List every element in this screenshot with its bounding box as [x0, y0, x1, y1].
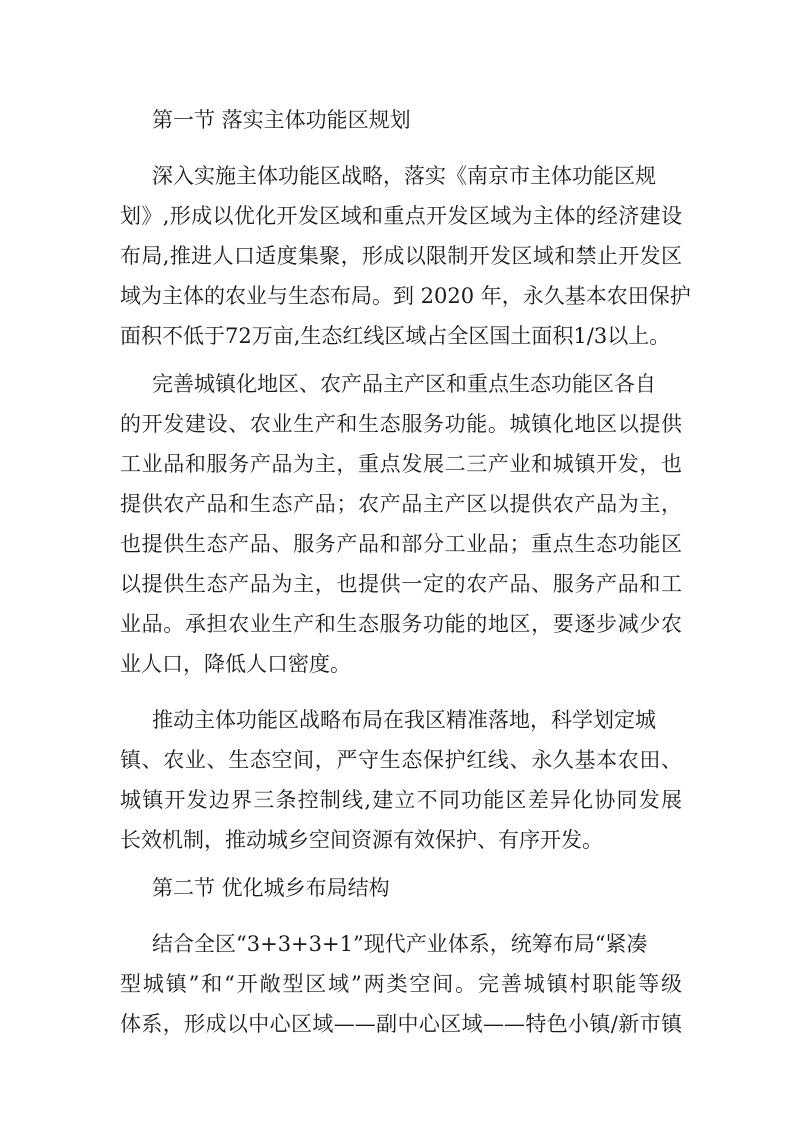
paragraph-line: 域为主体的农业与生态布局。到 2020 年，永久基本农田保护: [120, 284, 691, 308]
paragraph-line: 布局,推进人口适度集聚，形成以限制开发区域和禁止开发区: [120, 244, 682, 268]
paragraph-line: 划》,形成以优化开发区域和重点开发区域为主体的经济建设: [120, 204, 682, 228]
paragraph-line: 结合全区“3+3+3+1”现代产业体系，统筹布局“紧凑: [152, 932, 648, 956]
section-heading-2: 第二节 优化城乡布局结构: [152, 876, 390, 900]
paragraph-line: 城镇开发边界三条控制线,建立不同功能区差异化协同发展: [120, 788, 682, 812]
paragraph-line: 工业品和服务产品为主，重点发展二三产业和城镇开发，也: [120, 452, 682, 476]
paragraph-line: 业品。承担农业生产和生态服务功能的地区，要逐步减少农: [120, 612, 682, 636]
paragraph-line: 完善城镇化地区、农产品主产区和重点生态功能区各自: [152, 372, 656, 396]
paragraph-line: 也提供生态产品、服务产品和部分工业品；重点生态功能区: [120, 532, 682, 556]
paragraph-line: 长效机制，推动城乡空间资源有效保护、有序开发。: [120, 828, 603, 852]
paragraph-line: 型城镇”和“开敞型区域”两类空间。完善城镇村职能等级: [120, 972, 682, 996]
paragraph-line: 体系，形成以中心区域——副中心区域——特色小镇/新市镇: [120, 1012, 682, 1036]
section-heading-1: 第一节 落实主体功能区规划: [152, 108, 411, 132]
paragraph-line: 的开发建设、农业生产和生态服务功能。城镇化地区以提供: [120, 412, 682, 436]
paragraph-line: 推动主体功能区战略布局在我区精准落地，科学划定城: [152, 708, 656, 732]
paragraph-line: 以提供生态产品为主，也提供一定的农产品、服务产品和工: [120, 572, 682, 596]
paragraph-line: 提供农产品和生态产品；农产品主产区以提供农产品为主，: [120, 492, 682, 516]
paragraph-line: 镇、农业、生态空间，严守生态保护红线、永久基本农田、: [120, 748, 682, 772]
paragraph-line: 面积不低于72万亩,生态红线区域占全区国土面积1/3以上。: [120, 324, 671, 348]
paragraph-line: 业人口，降低人口密度。: [120, 652, 351, 676]
paragraph-line: 深入实施主体功能区战略，落实《南京市主体功能区规: [152, 164, 656, 188]
